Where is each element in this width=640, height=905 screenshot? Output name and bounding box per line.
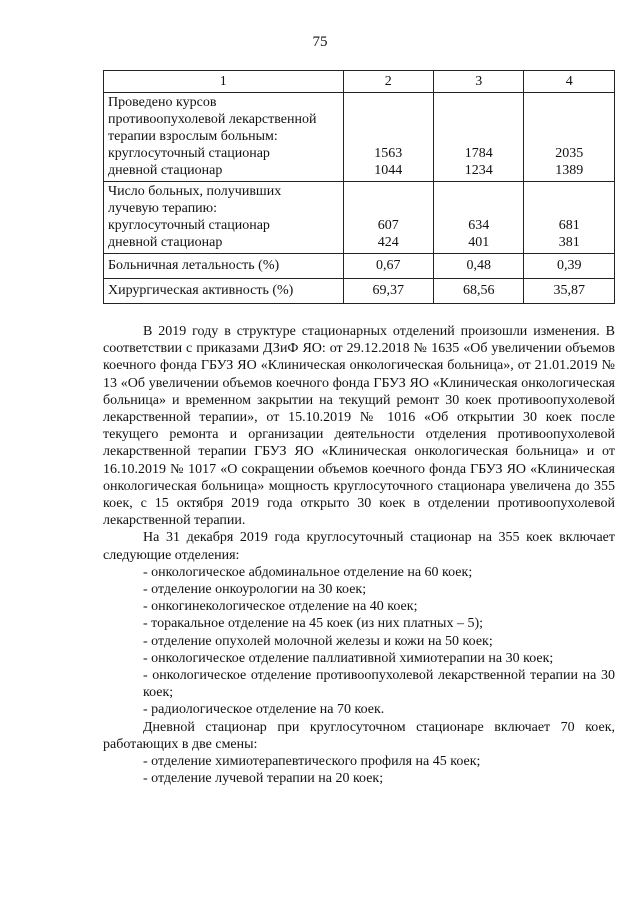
value-cell xyxy=(524,93,615,182)
value: 401 xyxy=(468,235,490,250)
value: 0,39 xyxy=(556,258,582,273)
table-row xyxy=(104,279,615,304)
row-label-line: Больничная летальность (%) xyxy=(108,258,280,273)
header-cell: 1 xyxy=(104,71,344,93)
value-cell xyxy=(343,254,433,279)
value-cell xyxy=(343,182,433,254)
row-label-line: дневной стационар xyxy=(108,235,223,250)
header-cell: 2 xyxy=(343,71,433,93)
table-header-row xyxy=(104,71,615,93)
value: 0,48 xyxy=(466,258,491,273)
list-item: - онкологическое отделение паллиативной химиотерапии на 30 коек; xyxy=(143,650,554,666)
list-item: - онкологическое абдоминальное отделение на 60 коек; xyxy=(143,564,473,580)
value: 381 xyxy=(558,235,580,250)
table-row xyxy=(104,182,615,254)
row-label-cell xyxy=(104,182,344,254)
list-item: - онкологическое отделение противоопухолевой лекарственной терапии на 30 коек; xyxy=(143,668,615,701)
list-item: - онкогинекологическое отделение на 40 коек; xyxy=(143,599,418,615)
row-label-line: Проведено курсов xyxy=(108,95,217,110)
row-label-cell xyxy=(104,279,344,304)
value-cell xyxy=(434,279,524,304)
value-cell xyxy=(524,182,615,254)
list-item: - торакальное отделение на 45 коек (из них платных – 5); xyxy=(143,616,484,632)
row-label-line: Хирургическая активность (%) xyxy=(108,283,294,298)
header-cell: 3 xyxy=(434,71,524,93)
value: 1234 xyxy=(464,163,493,178)
value: 0,67 xyxy=(376,258,401,273)
value: 424 xyxy=(377,235,399,250)
value-cell xyxy=(434,254,524,279)
statistics-table xyxy=(103,70,615,304)
row-label-line: терапии взрослым больным: xyxy=(108,129,278,144)
table-row xyxy=(104,254,615,279)
list-item: - отделение химиотерапевтического профиля на 45 коек; xyxy=(143,754,481,770)
value: 68,56 xyxy=(463,283,495,298)
value: 634 xyxy=(468,218,490,233)
body-text xyxy=(103,323,615,787)
value-cell xyxy=(343,279,433,304)
list-item: - радиологическое отделение на 70 коек. xyxy=(143,702,385,718)
page-number: 75 xyxy=(312,34,328,50)
row-label-line: Число больных, получивших xyxy=(108,184,282,199)
value-cell xyxy=(434,182,524,254)
value-cell xyxy=(524,279,615,304)
value-cell xyxy=(524,254,615,279)
value-cell xyxy=(343,93,433,182)
row-label-line: круглосуточный стационар xyxy=(108,218,270,233)
paragraph: На 31 декабря 2019 года круглосуточный стационар на 355 коек включает следующие отделения: xyxy=(103,530,615,563)
list-item: - отделение онкоурологии на 30 коек; xyxy=(143,582,367,598)
value: 35,87 xyxy=(553,283,585,298)
table-row xyxy=(104,93,615,182)
header-cell: 4 xyxy=(524,71,615,93)
value: 681 xyxy=(558,218,580,233)
row-label-line: дневной стационар xyxy=(108,163,223,178)
value: 1563 xyxy=(374,146,403,161)
row-label-cell xyxy=(104,93,344,182)
value: 2035 xyxy=(555,146,584,161)
list-item: - отделение опухолей молочной железы и кожи на 50 коек; xyxy=(143,633,493,649)
row-label-cell xyxy=(104,254,344,279)
paragraph: В 2019 году в структуре стационарных отделений произошли изменения. В соответствии с приказами ДЗиФ ЯО: от 29.12.2018 № 1635 «Об увеличении объемов коечного фонда ГБУЗ ЯО «Клиническая онкологическая больница», от 21.01.2019 № 13 «Об увеличении объемов коечного фонда ГБУЗ ЯО «Клиническая онкологическая больница» и временном закрытии на текущий ремонт 30 коек противоопухолевой лекарственной терапии», от 15.10.2019 № 1016 «Об открытии 30 коек после текущего ремонта и организации деятельности отделения противоопухолевой лекарственной терапии ГБУЗ ЯО «Клиническая онкологическая больница» и от 16.10.2019 № 1017 «О сокращении объемов коечного фонда ГБУЗ ЯО «Клиническая онкологическая больница» мощность круглосуточного стационара увеличена до 355 коек, с 15 октября 2019 года открыто 30 коек в отделении противоопухолевой лекарственной терапии. xyxy=(103,324,615,529)
row-label-line: круглосуточный стационар xyxy=(108,146,270,161)
value: 69,37 xyxy=(372,283,405,298)
value-cell xyxy=(434,93,524,182)
paragraph: Дневной стационар при круглосуточном стационаре включает 70 коек, работающих в две смены: xyxy=(103,719,615,752)
row-label-line: лучевую терапию: xyxy=(108,201,218,216)
value: 1389 xyxy=(555,163,584,178)
department-list xyxy=(103,564,615,719)
list-item: - отделение лучевой терапии на 20 коек; xyxy=(143,771,384,787)
day-hospital-list xyxy=(103,753,615,787)
row-label-line: противоопухолевой лекарственной xyxy=(108,112,317,127)
value: 1044 xyxy=(374,163,403,178)
value: 607 xyxy=(377,218,399,233)
value: 1784 xyxy=(464,146,493,161)
